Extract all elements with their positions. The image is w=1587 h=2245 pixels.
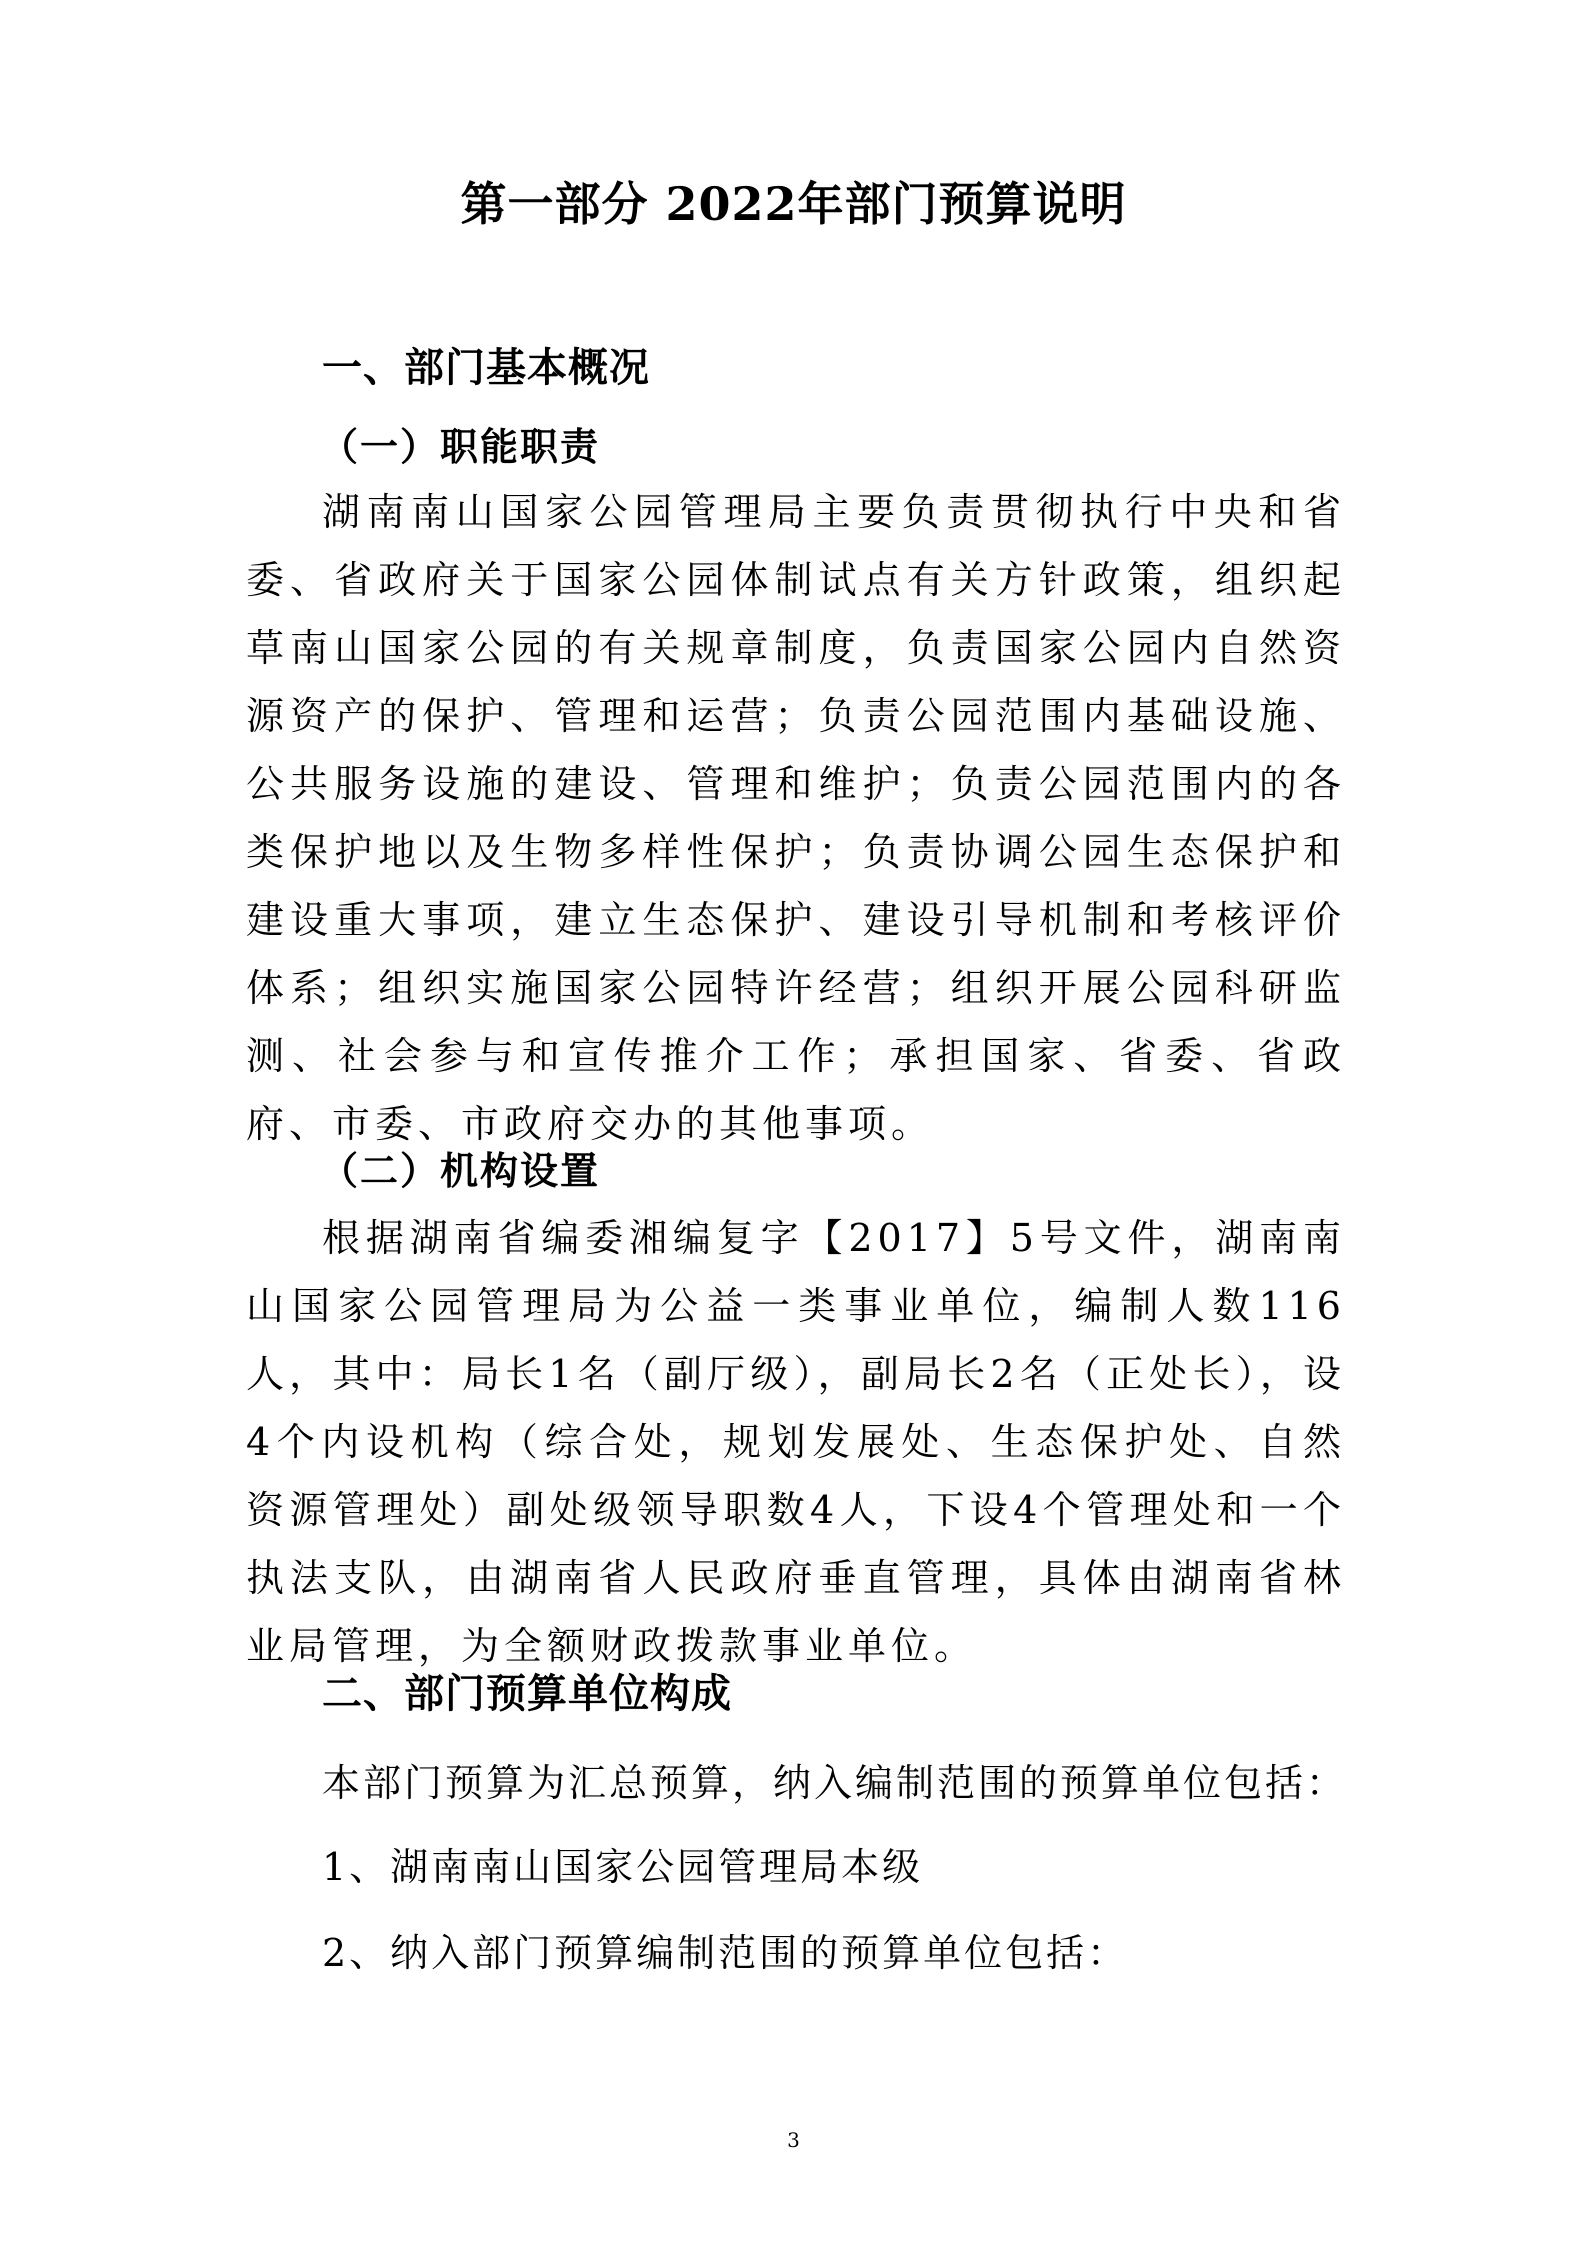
subsection-heading-organization: （二）机构设置 xyxy=(320,1148,601,1193)
document-title: 第一部分 2022年部门预算说明 xyxy=(460,177,1127,231)
list-item-1: 1、湖南南山国家公园管理局本级 xyxy=(322,1845,924,1889)
paragraph-budget-intro: 本部门预算为汇总预算，纳入编制范围的预算单位包括： xyxy=(322,1761,1348,1805)
section-heading-overview: 一、部门基本概况 xyxy=(322,344,650,391)
subsection-heading-functions: （一）职能职责 xyxy=(320,424,601,469)
paragraph-organization: 根据湖南省编委湘编复字【2017】5号文件，湖南南山国家公园管理局为公益一类事业单位，编制人数116人，其中：局长1名（副厅级），副局长2名（正处长），设4个内设机构（综合处，规划发展处、生态保护处、自然资源管理处）副处级领导职数4人，下设4个管理处和一个执法支队，由湖南省人民政府垂直管理，具体由湖南省林业局管理，为全额财政拨款事业单位。 xyxy=(246,1216,1346,1668)
list-item-2: 2、纳入部门预算编制范围的预算单位包括： xyxy=(322,1931,1129,1975)
section-heading-budget-units: 二、部门预算单位构成 xyxy=(322,1670,732,1717)
page-number: 3 xyxy=(787,2128,800,2152)
paragraph-functions: 湖南南山国家公园管理局主要负责贯彻执行中央和省委、省政府关于国家公园体制试点有关方针政策，组织起草南山国家公园的有关规章制度，负责国家公园内自然资源资产的保护、管理和运营；负责公园范围内基础设施、公共服务设施的建设、管理和维护；负责公园范围内的各类保护地以及生物多样性保护；负责协调公园生态保护和建设重大事项，建立生态保护、建设引导机制和考核评价体系；组织实施国家公园特许经营；组织开展公园科研监测、社会参与和宣传推介工作；承担国家、省委、省政府、市委、市政府交办的其他事项。 xyxy=(246,490,1346,1146)
